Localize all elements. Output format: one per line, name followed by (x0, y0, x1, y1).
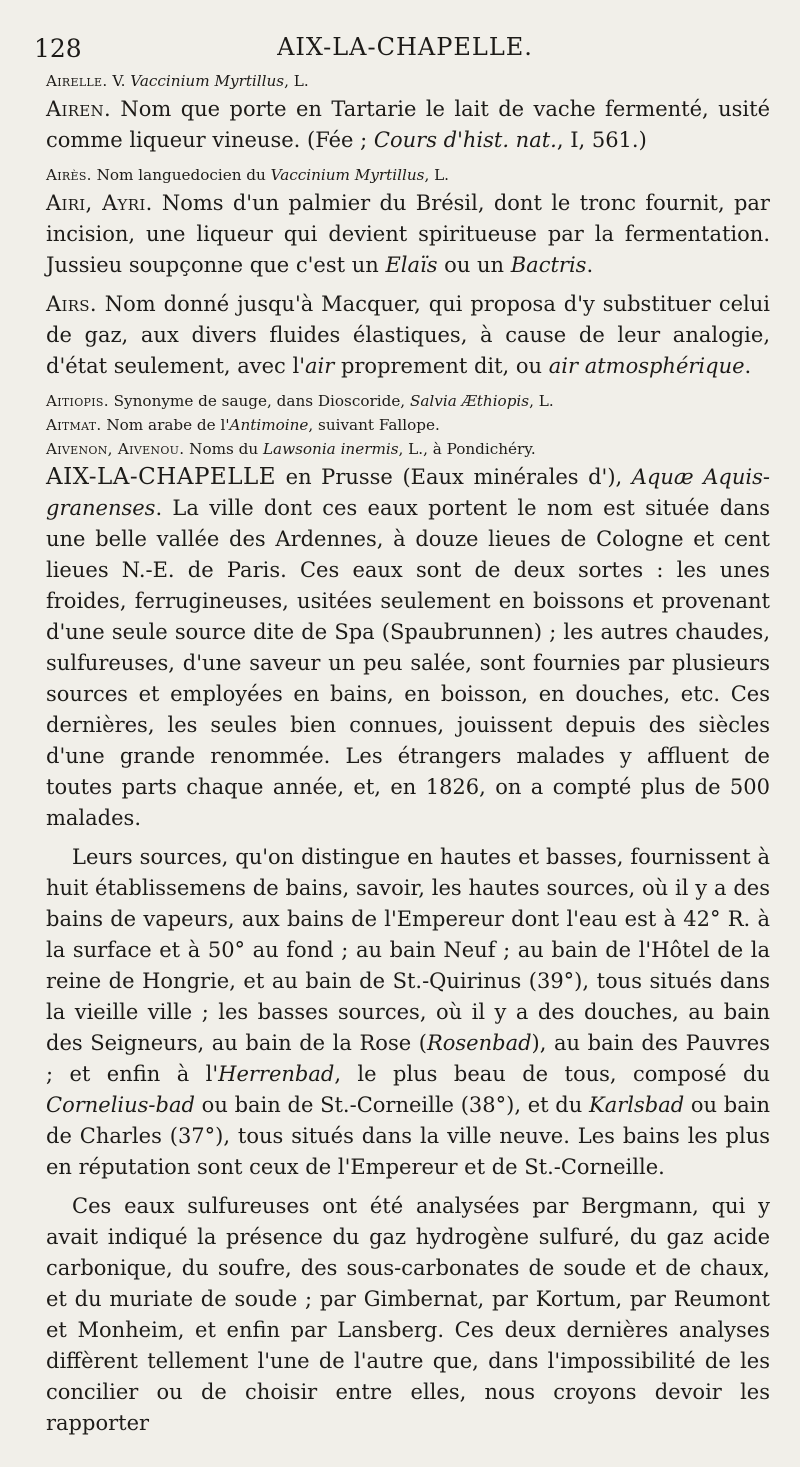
page-number: 128 (34, 34, 82, 63)
entry-headword: Airs. (46, 292, 97, 316)
entry-headword: Airi, Ayri. (46, 191, 153, 215)
italic-term: Aquæ Aquis-granenses (46, 465, 770, 520)
italic-term: Herrenbad (218, 1062, 335, 1086)
entry-headword: Airen. (46, 97, 111, 121)
italic-term: Salvia Æthiopis (409, 392, 530, 410)
italic-term: Cours d'hist. nat. (373, 128, 557, 152)
italic-term: Lawsonia inermis (262, 440, 399, 458)
italic-term: Karlsbad (589, 1093, 685, 1117)
italic-term: Elaïs (385, 253, 438, 277)
entry-text: , L. (529, 392, 554, 410)
dictionary-entry (46, 414, 770, 436)
entry-headword: Airès. (46, 166, 92, 184)
italic-term: air (304, 354, 335, 378)
italic-term: air atmosphérique (548, 354, 745, 378)
entry-text: Noms du (184, 440, 263, 458)
entry-text: . La ville dont ces eaux portent le nom est située dans une belle vallée des Ardennes, à douze lieues de Cologne et cent lieues N.-E. de Paris. Ces eaux sont de deux sortes : les unes froides, ferrugineuses, usitées seulement en boissons et provenant d'une seule source dite de Spa (Spaubrunnen) ; les autres chaudes, sulfureuses, d'une saveur un peu salée, sont fournies par plusieurs sources et employées en bains, en boisson, en douches, etc. Ces dernières, les seules bien connues, jouissent depuis des siècles d'une grande renommée. Les étrangers malades y affluent de toutes parts chaque année, et, en 1826, on a compté plus de 500 malades. (46, 496, 770, 830)
entry-text: , L. (284, 72, 309, 90)
entry-text: Ces eaux sulfureuses ont été analysées par Bergmann, qui y avait indiqué la présence du gaz hydrogène sulfuré, du gaz acide carbonique, du soufre, des sous-carbonates de soude et de chaux, et du muriate de soude ; par Gimbernat, par Kortum, par Reumont et Monheim, et enfin par Lansberg. Ces deux dernières analyses diffèrent tellement l'une de l'autre que, dans l'impossibilité de les concilier ou de choisir entre elles, nous croyons devoir les rapporter (46, 1194, 770, 1435)
italic-term: Bactris (510, 253, 587, 277)
entry-paragraph (46, 1191, 770, 1439)
entry-paragraph (46, 842, 770, 1183)
entry-text: , L. (424, 166, 450, 184)
entry-text: Nom arabe de l' (101, 416, 230, 434)
entry-text: , I, 561.) (556, 128, 647, 152)
dictionary-entry (46, 188, 770, 281)
page-header (34, 30, 776, 64)
italic-term: Vaccinium Myrtillus (130, 72, 285, 90)
dictionary-entry (46, 390, 770, 412)
dictionary-entry (46, 70, 770, 92)
italic-term: Antimoine (229, 416, 309, 434)
entry-text: ), au bain des Pauvres ; et enfin à l' (46, 1031, 770, 1086)
entry-headword: Aitiopis. (46, 392, 109, 410)
entry-text: ou bain de St.-Corneille (38°), et du (194, 1093, 590, 1117)
entry-text: en Prusse (Eaux minérales d'), (276, 465, 632, 489)
entry-text: Nom languedocien du (91, 166, 271, 184)
entry-text: V. (107, 72, 131, 90)
entry-text: , L., à Pondichéry. (398, 440, 536, 458)
entry-text: Nom donné jusqu'à Macquer, qui proposa d'y substituer celui de gaz, aux divers fluides élastiques, à cause de leur analogie, d'état seulement, avec l' (46, 292, 770, 378)
entry-text: Leurs sources, qu'on distingue en hautes et basses, fournissent à huit établissemens de bains, savoir, les hautes sources, où il y a des bains de vapeurs, aux bains de l'Empereur dont l'eau est à 42° R. à la surface et à 50° au fond ; au bain Neuf ; au bain de l'Hôtel de la reine de Hongrie, et au bain de St.-Quirinus (39°), tous situés dans la vieille ville ; les basses sources, où il y a des douches, au bain des Seigneurs, au bain de la Rose ( (46, 845, 770, 1055)
entry-text: , le plus beau de tous, composé du (334, 1062, 770, 1086)
entry-text: ou bain de Charles (37°), tous situés dans la ville neuve. Les bains les plus en réputation sont ceux de l'Empereur et de St.-Corneille. (46, 1093, 770, 1179)
entry-text: . (586, 253, 594, 277)
entry-text: Noms d'un palmier du Brésil, dont le tronc fournit, par incision, une liqueur qui devient spiritueuse par la fermentation. Jussieu soupçonne que c'est un (46, 191, 770, 277)
dictionary-entry (46, 438, 770, 460)
dictionary-entry (46, 462, 770, 834)
entry-headword: Airelle. (46, 72, 108, 90)
running-head: AIX-LA-CHAPELLE. (277, 33, 533, 61)
italic-term: Cornelius-bad (46, 1093, 195, 1117)
italic-term: Rosenbad (426, 1031, 532, 1055)
dictionary-entry (46, 164, 770, 186)
dictionary-entries (46, 70, 770, 1447)
dictionary-entry (46, 94, 770, 156)
entry-text: Nom que porte en Tartarie le lait de vache fermenté, usité comme liqueur vineuse. (Fée ; (46, 97, 770, 152)
entry-text: Synonyme de sauge, dans Dioscoride, (108, 392, 410, 410)
entry-headword: AIX-LA-CHAPELLE (46, 464, 277, 490)
entry-headword: Aitmat. (46, 416, 102, 434)
entry-text: . (744, 354, 752, 378)
entry-text: proprement dit, ou (334, 354, 549, 378)
entry-text: ou un (437, 253, 511, 277)
italic-term: Vaccinium Myrtillus (270, 166, 425, 184)
entry-text: , suivant Fallope. (308, 416, 440, 434)
entry-headword: Aivenon, Aivenou. (46, 440, 185, 458)
dictionary-entry (46, 289, 770, 382)
